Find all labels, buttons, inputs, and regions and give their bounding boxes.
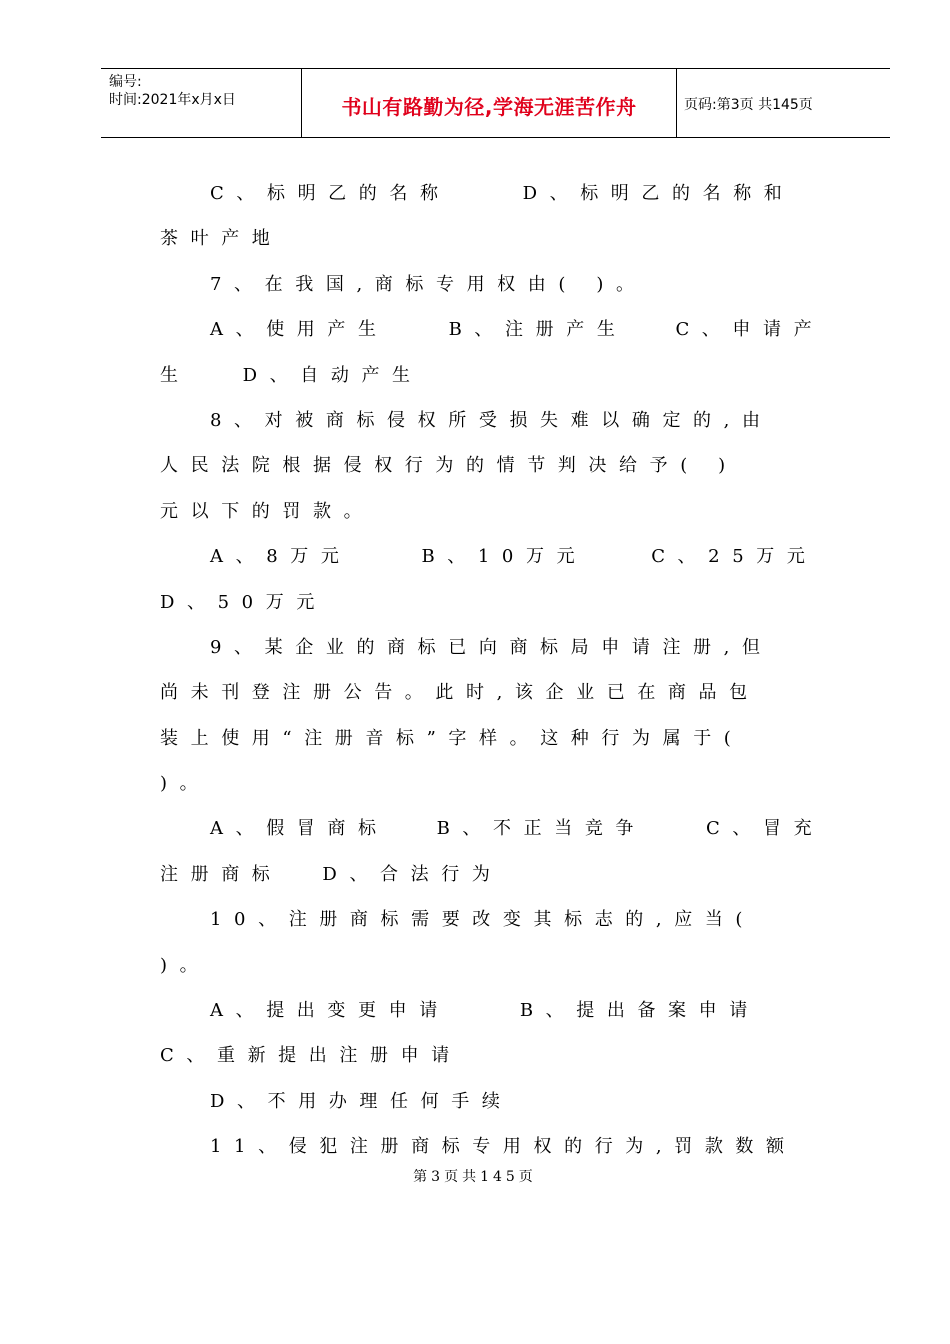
- text-line: [160, 768, 820, 813]
- text-segment: D、合法行为: [322, 863, 503, 885]
- header-page-cell: [676, 69, 890, 137]
- text-line: [160, 1040, 820, 1085]
- text-segment: 11、侵犯注册商标专用权的行为,罚款数额: [210, 1136, 797, 1158]
- text-segment: C、冒充: [706, 818, 825, 840]
- text-line: [160, 178, 820, 223]
- text-segment: C、25万元: [651, 546, 818, 568]
- text-line: [160, 223, 820, 268]
- time-label: 时间:2021年x月x日: [109, 92, 236, 108]
- text-segment: A、假冒商标: [210, 818, 389, 840]
- motto: 书山有路勤为径,学海无涯苦作舟: [341, 95, 637, 119]
- text-line: [160, 450, 820, 495]
- text-segment: D、标明乙的名称和: [522, 183, 795, 204]
- text-line: [160, 813, 825, 858]
- page-footer: 第3页共145页: [413, 1169, 537, 1185]
- header-meta: [101, 69, 301, 137]
- text-segment: 装上使用“注册音标”字样。这种行为属于(: [160, 727, 744, 749]
- text-segment: 茶叶产地: [160, 228, 283, 250]
- text-line: [160, 587, 820, 632]
- text-segment: 注册商标: [160, 863, 283, 885]
- document-body: [160, 178, 825, 1177]
- text-segment: C、申请产: [675, 319, 825, 341]
- text-segment: )。: [160, 773, 211, 795]
- text-segment: 10、注册商标需要改变其标志的,应当(: [210, 909, 756, 931]
- text-line: [160, 360, 820, 405]
- text-segment: B、注册产生: [448, 319, 628, 341]
- text-line: [160, 314, 825, 359]
- text-segment: 人民法院根据侵权行为的情节判决给予( ): [160, 455, 738, 477]
- text-line: [160, 995, 820, 1040]
- text-line: [160, 269, 820, 314]
- text-line: [160, 632, 820, 677]
- text-segment: 尚未刊登注册公告。此时,该企业已在商品包: [160, 682, 760, 704]
- text-segment: B、10万元: [421, 546, 588, 568]
- text-segment: 生: [160, 364, 191, 386]
- page-header: [101, 68, 890, 138]
- text-segment: C、重新提出注册申请: [160, 1045, 462, 1067]
- text-line: [160, 541, 820, 586]
- text-segment: A、使用产生: [210, 319, 389, 341]
- text-segment: B、提出备案申请: [519, 1000, 760, 1022]
- text-segment: 7、在我国,商标专用权由( )。: [210, 273, 647, 295]
- text-segment: B、不正当竞争: [436, 818, 647, 840]
- text-line: [160, 496, 820, 541]
- text-segment: A、提出变更申请: [210, 1000, 450, 1022]
- text-segment: 9、某企业的商标已向商标局申请注册,但: [210, 636, 773, 658]
- text-segment: C、标明乙的名称: [210, 183, 451, 204]
- text-line: [160, 405, 820, 450]
- text-segment: D、不用办理任何手续: [210, 1090, 513, 1112]
- page-info: 页码:第3页 共145页: [684, 97, 813, 113]
- code-label: 编号:: [109, 74, 142, 90]
- text-line: [160, 950, 820, 995]
- text-line: [160, 677, 820, 722]
- text-segment: D、自动产生: [242, 364, 423, 386]
- text-segment: 元以下的罚款。: [160, 500, 375, 522]
- text-segment: )。: [160, 954, 211, 976]
- text-line: [160, 859, 820, 904]
- text-line: [160, 723, 820, 768]
- text-line: [160, 1086, 820, 1131]
- text-line: [160, 904, 820, 949]
- text-segment: D、50万元: [160, 591, 327, 613]
- text-segment: 8、对被商标侵权所受损失难以确定的,由: [210, 409, 773, 431]
- header-motto-cell: [301, 69, 677, 137]
- text-segment: A、8万元: [210, 546, 352, 568]
